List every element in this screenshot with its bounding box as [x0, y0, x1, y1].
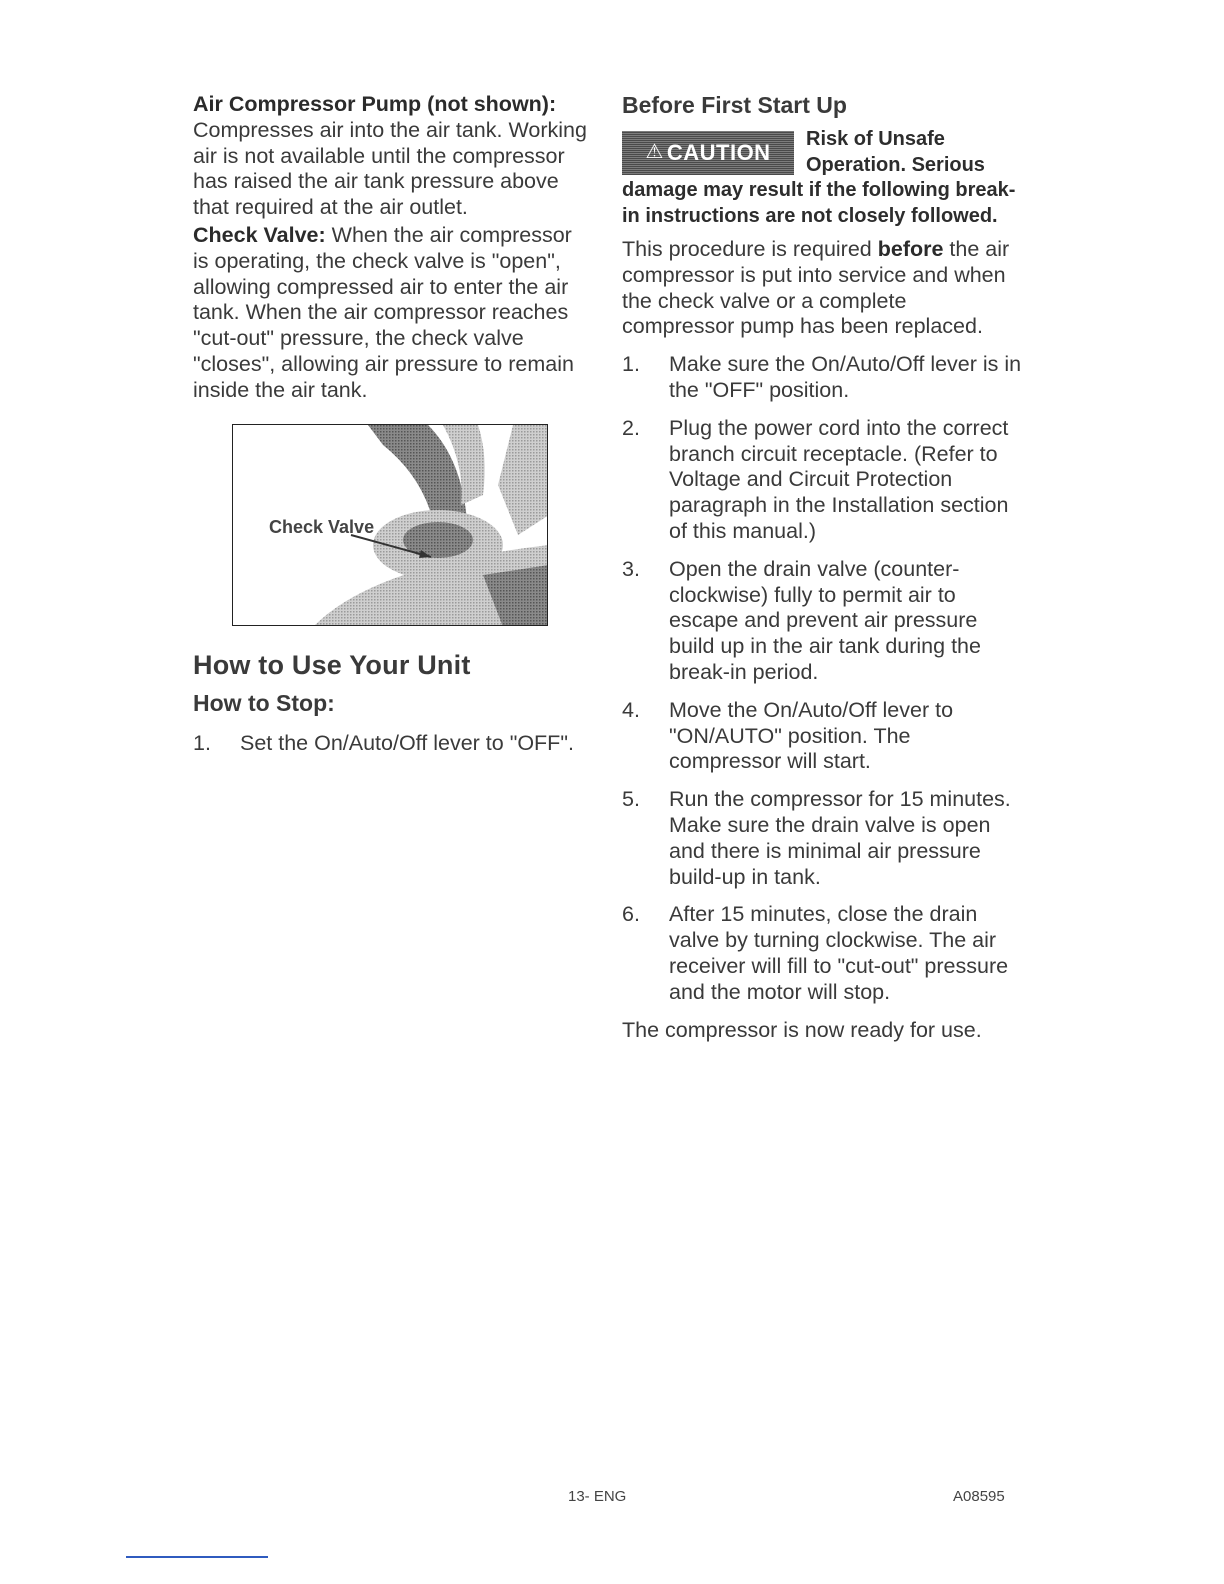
pump-lead: Air Compressor Pump (not shown):	[193, 92, 557, 116]
step-text: After 15 minutes, close the drain valve by turning clockwise. The air receiver will fill to "cut-out" pressure and the motor will stop.	[669, 902, 1009, 1004]
before-first-start-heading: Before First Start Up	[622, 92, 847, 118]
caution-block	[622, 127, 1022, 229]
left-column	[193, 92, 588, 768]
step-number: 5.	[622, 787, 640, 812]
subsection-title: How to Stop:	[193, 689, 335, 716]
right-column	[622, 92, 1022, 1043]
list-item	[622, 698, 1022, 775]
step-text: Run the compressor for 15 minutes. Make sure the drain valve is open and there is minimal air pressure build-up in tank.	[669, 787, 1011, 889]
section-title: How to Use Your Unit	[193, 649, 471, 680]
stop-steps-list	[193, 731, 588, 757]
step-number: 1.	[193, 730, 211, 755]
list-item	[622, 787, 1022, 890]
pump-paragraph	[193, 92, 588, 221]
step-text: Open the drain valve (counter-clockwise) fully to permit air to escape and prevent air pressure build up in the air tank during the break-in period.	[669, 556, 981, 684]
list-item	[622, 557, 1022, 686]
intro-text-b: the air compressor is put into service and when the check valve or a complete compressor pump has been replaced.	[622, 237, 1010, 339]
step-number: 6.	[622, 902, 640, 927]
intro-emphasis: before	[877, 237, 944, 261]
step-number: 4.	[622, 697, 640, 722]
warning-triangle-icon: ⚠	[645, 141, 664, 164]
list-item	[193, 731, 588, 757]
startup-steps-list	[622, 352, 1022, 1005]
step-number: 1.	[622, 352, 640, 377]
closing-text: The compressor is now ready for use.	[622, 1017, 982, 1042]
check-valve-figure	[232, 424, 548, 626]
check-lead: Check Valve:	[193, 222, 326, 247]
document-code: A08595	[953, 1488, 1005, 1505]
footer-rule	[126, 1556, 268, 1558]
caution-badge	[622, 131, 794, 175]
caution-label: CAUTION	[666, 140, 771, 166]
pump-text: Compresses air into the air tank. Working air is not available until the compressor has raised the air tank pressure above that required at the air outlet.	[193, 117, 587, 220]
step-text: Make sure the On/Auto/Off lever is in the "OFF" position.	[669, 352, 1022, 402]
step-number: 2.	[622, 415, 640, 440]
step-text: Move the On/Auto/Off lever to "ON/AUTO" position. The compressor will start.	[669, 697, 954, 774]
intro-text-a: This procedure is required	[622, 237, 878, 261]
list-item	[622, 902, 1022, 1005]
list-item	[622, 416, 1022, 545]
list-item	[622, 352, 1022, 404]
figure-label: Check Valve	[269, 516, 375, 537]
step-text: Set the On/Auto/Off lever to "OFF".	[240, 730, 574, 755]
page-number: 13- ENG	[568, 1488, 627, 1505]
step-number: 3.	[622, 556, 640, 581]
step-text: Plug the power cord into the correct branch circuit receptacle. (Refer to Voltage and Circuit Protection paragraph in the Installation section of this manual.)	[669, 415, 1009, 543]
intro-paragraph	[622, 237, 1022, 340]
check-text: When the air compressor is operating, the check valve is "open", allowing compressed air to enter the air tank. When the air compressor reaches "cut-out" pressure, the check valve "closes", allowing air pressure to remain inside the air tank.	[193, 222, 574, 402]
caution-text: Risk of Unsafe Operation. Serious damage may result if the following break-in instructions are not closely followed.	[622, 128, 1016, 227]
check-valve-paragraph	[193, 223, 588, 404]
